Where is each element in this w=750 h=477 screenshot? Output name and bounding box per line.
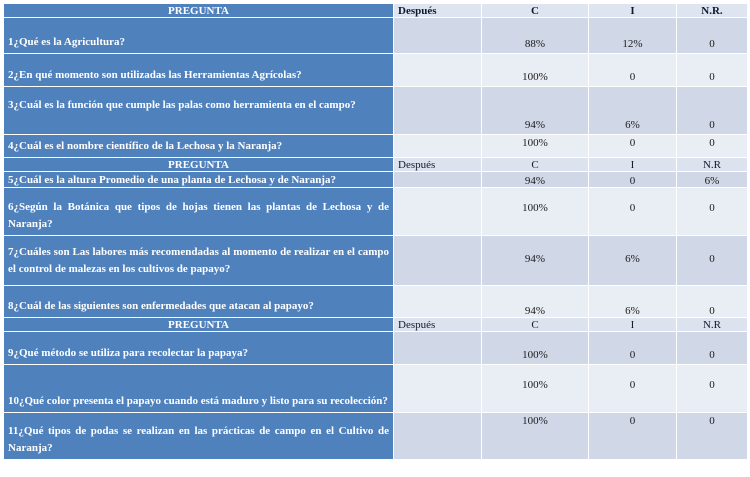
table-row [4,18,748,54]
header-row [4,4,748,18]
i-cell: 0 [589,188,677,236]
survey-results-table [3,3,748,460]
header-pregunta: PREGUNTA [4,318,394,332]
nr-cell: 6% [677,172,748,188]
despues-cell [394,135,482,158]
question-cell: 5¿Cuál es la altura Promedio de una planta de Lechosa y de Naranja? [4,172,394,188]
i-cell: 6% [589,286,677,318]
question-cell: 2¿En qué momento son utilizadas las Herramientas Agrícolas? [4,54,394,87]
header-i: I [589,318,677,332]
i-cell: 0 [589,365,677,413]
nr-cell: 0 [677,332,748,365]
table-row [4,286,748,318]
header-row [4,318,748,332]
table-row [4,172,748,188]
i-cell: 0 [589,172,677,188]
nr-cell: 0 [677,135,748,158]
despues-cell [394,87,482,135]
table-row [4,413,748,460]
header-pregunta: PREGUNTA [4,158,394,172]
c-cell: 94% [482,172,589,188]
despues-cell [394,413,482,460]
question-cell: 9¿Qué método se utiliza para recolectar la papaya? [4,332,394,365]
question-cell: 6¿Según la Botánica que tipos de hojas tienen las plantas de Lechosa y de Naranja? [4,188,394,236]
nr-cell: 0 [677,236,748,286]
nr-cell: 0 [677,188,748,236]
header-c: C [482,158,589,172]
header-despues: Después [394,318,482,332]
nr-cell: 0 [677,286,748,318]
c-cell: 100% [482,365,589,413]
question-cell: 8¿Cuál de las siguientes son enfermedades que atacan al papayo? [4,286,394,318]
despues-cell [394,236,482,286]
table-row [4,87,748,135]
header-nr: N.R. [677,4,748,18]
question-cell: 4¿Cuál es el nombre científico de la Lechosa y la Naranja? [4,135,394,158]
despues-cell [394,286,482,318]
i-cell: 6% [589,87,677,135]
despues-cell [394,18,482,54]
table-row [4,236,748,286]
c-cell: 100% [482,54,589,87]
nr-cell: 0 [677,18,748,54]
i-cell: 0 [589,413,677,460]
header-row [4,158,748,172]
i-cell: 0 [589,332,677,365]
c-cell: 100% [482,135,589,158]
table-row [4,365,748,413]
despues-cell [394,332,482,365]
header-nr: N.R [677,318,748,332]
c-cell: 100% [482,188,589,236]
header-pregunta: PREGUNTA [4,4,394,18]
nr-cell: 0 [677,413,748,460]
despues-cell [394,365,482,413]
table-row [4,135,748,158]
header-despues: Después [394,4,482,18]
header-c: C [482,318,589,332]
c-cell: 94% [482,286,589,318]
c-cell: 100% [482,332,589,365]
nr-cell: 0 [677,365,748,413]
question-cell: 3¿Cuál es la función que cumple las palas como herramienta en el campo? [4,87,394,135]
question-cell: 1¿Qué es la Agricultura? [4,18,394,54]
table-row [4,332,748,365]
header-c: C [482,4,589,18]
c-cell: 88% [482,18,589,54]
c-cell: 94% [482,87,589,135]
despues-cell [394,188,482,236]
c-cell: 100% [482,413,589,460]
despues-cell [394,54,482,87]
table-row [4,188,748,236]
table-row [4,54,748,87]
i-cell: 0 [589,135,677,158]
i-cell: 12% [589,18,677,54]
question-cell: 7¿Cuáles son Las labores más recomendadas al momento de realizar en el campo el control de malezas en los cultivos de papayo? [4,236,394,286]
header-i: I [589,158,677,172]
header-despues: Después [394,158,482,172]
question-cell: 10¿Qué color presenta el papayo cuando está maduro y listo para su recolección? [4,365,394,413]
nr-cell: 0 [677,87,748,135]
i-cell: 6% [589,236,677,286]
header-nr: N.R [677,158,748,172]
nr-cell: 0 [677,54,748,87]
c-cell: 94% [482,236,589,286]
despues-cell [394,172,482,188]
i-cell: 0 [589,54,677,87]
header-i: I [589,4,677,18]
question-cell: 11¿Qué tipos de podas se realizan en las prácticas de campo en el Cultivo de Naranja? [4,413,394,460]
